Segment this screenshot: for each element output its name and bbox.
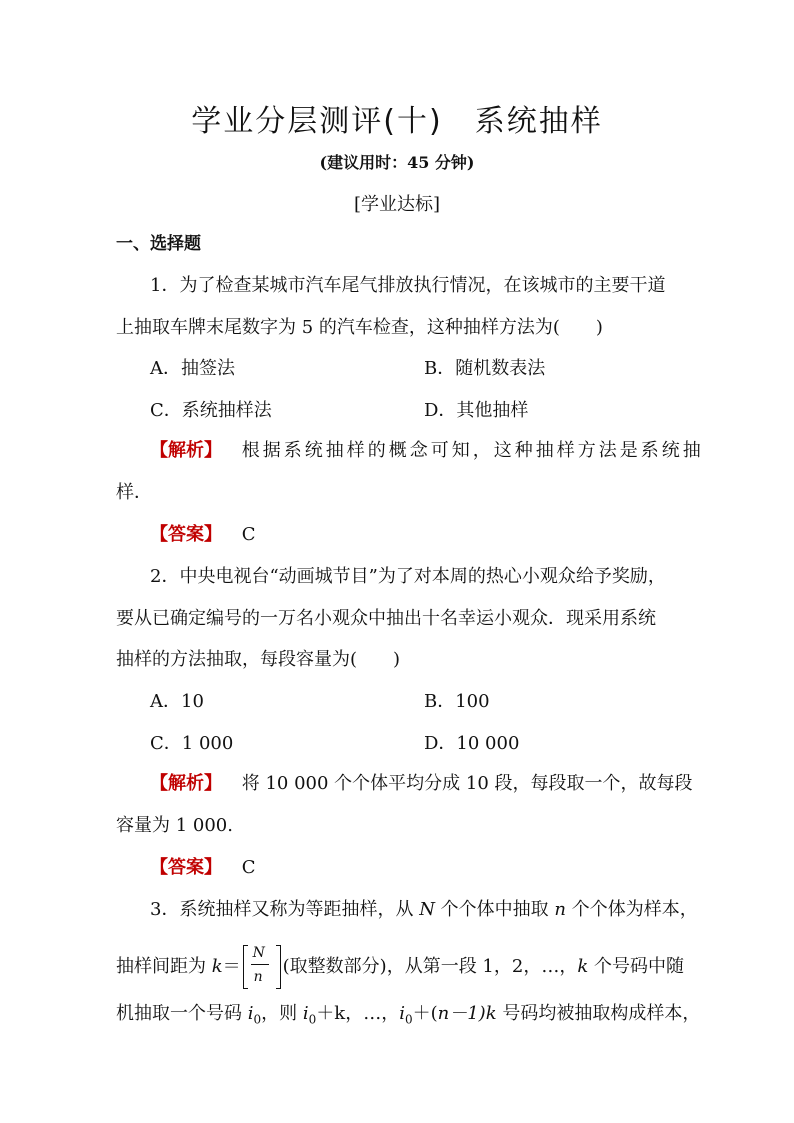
q1-options-row2 xyxy=(150,399,718,423)
q3-text-b: 个个体中抽取 xyxy=(434,899,555,920)
q1-answer-value: C xyxy=(241,524,256,545)
q1-analysis-line2: 样． xyxy=(116,482,152,503)
q2-stem-line3: 抽样的方法抽取，每段容量为( ) xyxy=(116,649,401,670)
q1-option-a: A．抽签法 xyxy=(150,358,235,379)
q3-var-i: i xyxy=(247,1003,254,1024)
q2-option-d: D．10 000 xyxy=(424,733,520,754)
q1-stem-line2: 上抽取车牌末尾数字为 5 的汽车检查，这种抽样方法为( ) xyxy=(116,317,603,338)
q3-sub0c: 0 xyxy=(404,1012,413,1027)
q3-var-i2: i xyxy=(302,1003,309,1024)
q3-var-n-minus: n－1) xyxy=(437,1003,486,1024)
q1-analysis xyxy=(150,439,718,463)
q2-analysis xyxy=(150,772,718,796)
q3-text-f: 个号码中随 xyxy=(588,956,684,977)
q1-options-row1 xyxy=(150,357,718,381)
q2-options-row2 xyxy=(150,732,718,756)
q3-var-k2: k xyxy=(577,956,589,977)
q3-var-k3: k xyxy=(485,1003,497,1024)
q3-text-d: 抽样间距为 xyxy=(116,956,212,977)
level-tag: [学业达标] xyxy=(353,194,441,215)
q1-option-b: B．随机数表法 xyxy=(424,358,546,379)
q2-option-c: C．1 000 xyxy=(150,733,234,754)
q2-answer-value: C xyxy=(241,857,256,878)
q1-analysis-text: 根据系统抽样的概念可知，这种抽样方法是系统抽 xyxy=(241,440,704,461)
answer-label: 【答案】 xyxy=(150,524,222,545)
q3-equals: ＝ xyxy=(222,956,241,977)
q2-analysis-text: 将 10 000 个个体平均分成 10 段，每段取一个，故每段 xyxy=(241,773,693,794)
q3-text-h: ，则 xyxy=(261,1003,303,1024)
q3-var-N: N xyxy=(419,899,435,920)
q1-option-c: C．系统抽样法 xyxy=(150,400,272,421)
q2-stem-line2: 要从已确定编号的一万名小观众中抽出十名幸运小观众．现采用系统 xyxy=(116,608,656,629)
fraction-numerator: N xyxy=(252,945,265,961)
answer-label: 【答案】 xyxy=(150,857,222,878)
q3-text-a: 3．系统抽样又称为等距抽样，从 xyxy=(150,899,420,920)
q3-var-n: n xyxy=(554,899,566,920)
q3-text-c: 个个体为样本， xyxy=(565,899,698,920)
q2-analysis-line2: 容量为 1 000. xyxy=(116,815,233,836)
q2-answer xyxy=(150,856,718,880)
q2-option-a: A．10 xyxy=(150,691,204,712)
fraction-denominator: n xyxy=(253,969,263,985)
q1-answer xyxy=(150,523,718,547)
q3-text-g: 机抽取一个号码 xyxy=(116,1003,248,1024)
q3-sub0: 0 xyxy=(253,1012,262,1027)
q3-text-i: ＋k，…， xyxy=(316,1003,400,1024)
q1-stem-line1: 1．为了检查某城市汽车尾气排放执行情况，在该城市的主要干道 xyxy=(150,275,666,296)
q3-sub0b: 0 xyxy=(308,1012,317,1027)
q3-stem-line1 xyxy=(150,898,718,922)
floor-fraction xyxy=(243,945,281,989)
q3-text-e: (取整数部分)，从第一段 1，2，…， xyxy=(282,956,578,977)
analysis-label: 【解析】 xyxy=(150,773,222,794)
q3-var-k: k xyxy=(211,956,223,977)
q3-stem-line2 xyxy=(116,945,684,989)
section-title: 一、选择题 xyxy=(116,234,201,254)
q2-option-b: B．100 xyxy=(424,691,490,712)
time-note: (建议用时：45 分钟) xyxy=(319,153,475,172)
q3-text-k: 号码均被抽取构成样本， xyxy=(496,1003,701,1024)
q2-stem-line1: 2．中央电视台“动画城节目”为了对本周的热心小观众给予奖励， xyxy=(150,566,666,587)
q3-stem-line3 xyxy=(116,1002,701,1032)
analysis-label: 【解析】 xyxy=(150,440,222,461)
q3-text-j: ＋( xyxy=(412,1003,438,1024)
q1-option-d: D．其他抽样 xyxy=(424,400,529,421)
q3-var-i3: i xyxy=(399,1003,405,1024)
q2-options-row1 xyxy=(150,690,718,714)
page-title: 学业分层测评(十) 系统抽样 xyxy=(191,104,603,139)
